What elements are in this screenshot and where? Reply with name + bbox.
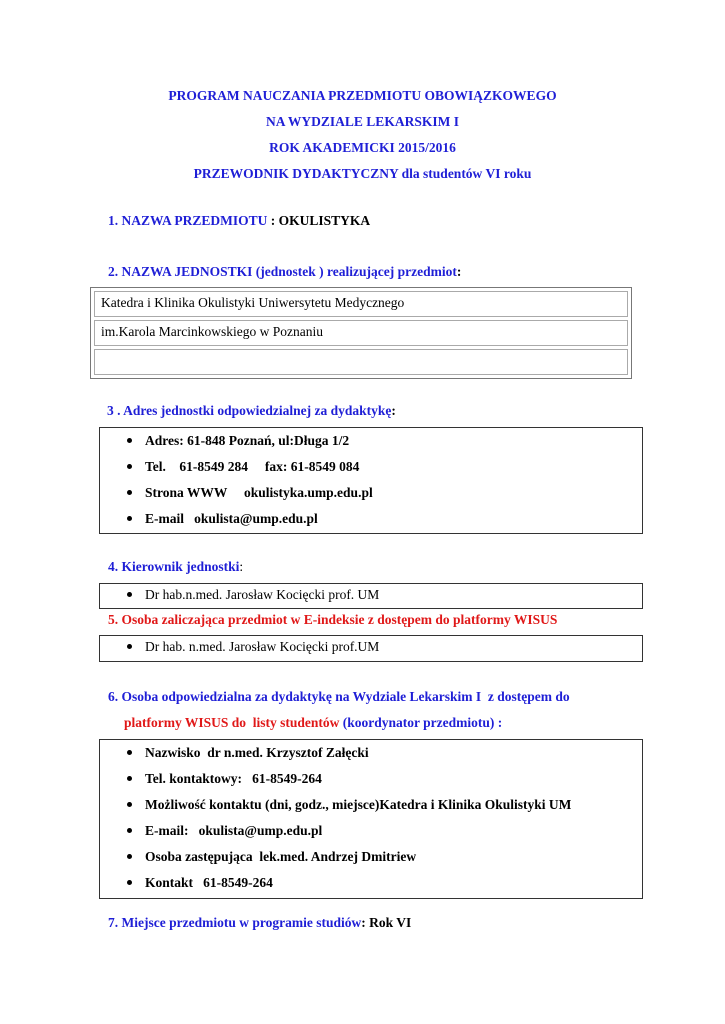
list-item [127,587,379,603]
address-text: Adres: 61-848 Poznań, ul:Długa 1/2 [145,433,350,448]
bullet-icon [127,592,132,597]
section-6-heading-line-2 [124,715,502,731]
coordinator-contact: Kontakt 61-8549-264 [145,875,273,890]
bullet-icon [127,438,132,443]
header-line-1: PROGRAM NAUCZANIA PRZEDMIOTU OBOWIĄZKOWEGO [168,88,557,103]
e-index-person-name: Dr hab. n.med. Jarosław Kocięcki prof.UM [145,639,380,654]
email-text: E-mail okulista@ump.edu.pl [145,511,318,526]
section-1-heading [108,213,370,229]
section-2-colon: : [456,264,462,279]
section-5-heading: 5. Osoba zaliczająca przedmiot w E-indeksie z dostępem do platformy WISUS [108,612,558,627]
unit-row-2: im.Karola Marcinkowskiego w Poznaniu [94,320,628,346]
section-7-heading [108,915,411,931]
header-line-2: NA WYDZIALE LEKARSKIM I [266,114,459,129]
bullet-icon [127,802,132,807]
section-7-value: Rok VI [369,915,412,930]
section-1-value: OKULISTYKA [278,213,371,228]
list-item [127,849,416,865]
section-4-label: 4. Kierownik jednostki [108,559,240,574]
section-3-colon: : [391,403,396,418]
coordinator-email: E-mail: okulista@ump.edu.pl [145,823,323,838]
list-item [127,433,349,449]
coordinator-phone: Tel. kontaktowy: 61-8549-264 [145,771,322,786]
bullet-icon [127,516,132,521]
bullet-icon [127,828,132,833]
list-item [127,771,322,787]
list-item [127,485,373,501]
head-of-unit-name: Dr hab.n.med. Jarosław Kocięcki prof. UM [145,587,380,602]
section-7-label: 7. Miejsce przedmiotu w programie studiów [108,915,362,930]
section-6-line-2-red: platformy WISUS do listy studentów [124,715,343,730]
e-index-person-box [99,635,643,662]
unit-row-3 [94,349,628,375]
coordinator-box [99,739,643,899]
section-6-heading-line-1: 6. Osoba odpowiedzialna za dydaktykę na Wydziale Lekarskim I z dostępem do [108,689,570,704]
bullet-icon [127,644,132,649]
website-text: Strona WWW okulistyka.ump.edu.pl [145,485,373,500]
bullet-icon [127,750,132,755]
address-box [99,427,643,534]
phone-text: Tel. 61-8549 284 fax: 61-8549 084 [145,459,360,474]
bullet-icon [127,490,132,495]
list-item [127,639,379,655]
coordinator-name: Nazwisko dr n.med. Krzysztof Załęcki [145,745,369,760]
section-2-label: 2. NAZWA JEDNOSTKI (jednostek ) realizującej przedmiot [108,264,457,279]
coordinator-substitute: Osoba zastępująca lek.med. Andrzej Dmitriew [145,849,417,864]
list-item [127,823,322,839]
header-line-3: ROK AKADEMICKI 2015/2016 [269,140,456,155]
coordinator-contact-availability: Możliwość kontaktu (dni, godz., miejsce)Katedra i Klinika Okulistyki UM [145,797,572,812]
section-4-colon: : [239,559,244,574]
section-6-line-2-blue: (koordynator przedmiotu) : [342,715,503,730]
list-item [127,459,359,475]
list-item [127,511,318,527]
section-2-heading [108,264,461,280]
section-3-label: 3 . Adres jednostki odpowiedzialnej za dydaktykę [107,403,392,418]
section-7-separator: : [361,915,370,930]
list-item [127,797,571,813]
list-item [127,875,273,891]
bullet-icon [127,880,132,885]
unit-row-1: Katedra i Klinika Okulistyki Uniwersytetu Medycznego [94,291,628,317]
section-1-label: 1. NAZWA PRZEDMIOTU [108,213,268,228]
head-of-unit-box [99,583,643,609]
section-3-heading [107,403,396,419]
section-4-heading [108,559,243,575]
unit-name-table [90,287,632,379]
bullet-icon [127,776,132,781]
bullet-icon [127,854,132,859]
bullet-icon [127,464,132,469]
section-1-separator: : [267,213,279,228]
list-item [127,745,369,761]
header-line-4: PRZEWODNIK DYDAKTYCZNY dla studentów VI roku [193,166,532,181]
